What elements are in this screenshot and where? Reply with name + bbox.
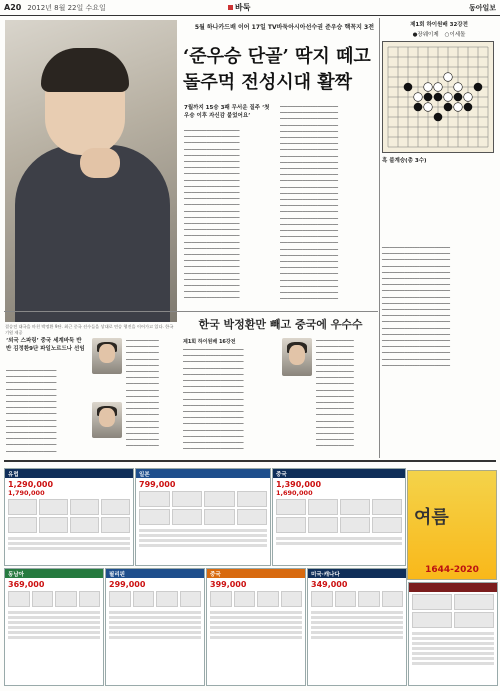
featured-ad[interactable] (407, 470, 497, 580)
ad-price: 349,000 (311, 580, 348, 589)
travel-ad-southeast-asia[interactable]: 동남아 369,000 (4, 568, 104, 686)
ad-price-secondary: 1,790,000 (8, 489, 45, 497)
article-kicker: 5월 하나카드배 이어 17일 TV바둑아시아선수권 준우승 핵꼭지 3전 (194, 24, 374, 31)
left-brief-body: ━━━━━━━━━━━━━━━━━━━━ ━━━━━━━━━━━━━━━━━━━━ ━━━━━━━━━━━━━━━━━━━━ ━━━━━━━━━━━━━━━━━━━━ ━━━━━━━━━━━━━━━━━━━━ ━━━━━━━━━━━━━━━━━━━━ ━━━━━━━━━━━━━━━━━━━━ ━━━━━━━━━━━━━━━━━━━━ ━━━━━━━━━━━━━━━━━━━━ ━━━━━━━━━━━━━━━━━━━━ ━━━━━━━━━━━━━━━━━━━━ ━━━━━━━━━━━━━━━━━━━━ ━━━━━━━━━━━━━━━━━━━━ ━━━━━━━━━━━━━━━━━━━━ (6, 368, 57, 454)
ad-price: 799,000 (139, 480, 176, 489)
ad-price: 1,290,000 (8, 480, 54, 489)
ad-price: 369,000 (8, 580, 45, 589)
go-diagram-title: 제1회 하이원배 32강전 (410, 22, 468, 28)
go-board (382, 41, 494, 153)
issue-date: 2012년 8월 22일 수요일 (27, 3, 106, 12)
section-marker-icon (228, 5, 233, 10)
go-board-grid (383, 42, 493, 152)
section-title: 바둑 (228, 2, 250, 13)
travel-ad-philippines[interactable]: 필리핀 299,000 (105, 568, 205, 686)
page-number: A20 (4, 3, 22, 12)
travel-ad-extra[interactable] (408, 582, 498, 686)
portrait-thumbnail-1 (92, 338, 122, 374)
masthead (0, 0, 500, 16)
middle-brief-body: ━━━━━━━━━━━━━ ━━━━━━━━━━━━━ ━━━━━━━━━━━━━ ━━━━━━━━━━━━━ ━━━━━━━━━━━━━ ━━━━━━━━━━━━━ ━━━━━━━━━━━━━ ━━━━━━━━━━━━━ ━━━━━━━━━━━━━ ━━━━━━━━━━━━━ ━━━━━━━━━━━━━ ━━━━━━━━━━━━━ ━━━━━━━━━━━━━ ━━━━━━━━━━━━━ ━━━━━━━━━━━━━ ━━━━━━━━━━━━━ ━━━━━━━━━━━━━ ━━━━━━━━━━━━━ (126, 338, 159, 449)
main-photo (5, 20, 177, 322)
portrait-thumbnail-2 (92, 402, 122, 438)
article-headline: ‘준우승 단골’ 딱지 떼고 돌주먹 전성시대 활짝 (183, 46, 371, 93)
column-divider (379, 18, 380, 458)
black-player: ●장웨이제 (412, 32, 439, 38)
second-body-col1: ━━━━━━━━━━━━━━━━━━━━━━━━ ━━━━━━━━━━━━━━━━━━━━━━━━ ━━━━━━━━━━━━━━━━━━━━━━━━ ━━━━━━━━━━━━━━━━━━━━━━━━ ━━━━━━━━━━━━━━━━━━━━━━━━ ━━━━━━━━━━━━━━━━━━━━━━━━ ━━━━━━━━━━━━━━━━━━━━━━━━ ━━━━━━━━━━━━━━━━━━━━━━━━ ━━━━━━━━━━━━━━━━━━━━━━━━ ━━━━━━━━━━━━━━━━━━━━━━━━ ━━━━━━━━━━━━━━━━━━━━━━━━ ━━━━━━━━━━━━━━━━━━━━━━━━ ━━━━━━━━━━━━━━━━━━━━━━━━ ━━━━━━━━━━━━━━━━━━━━━━━━ ━━━━━━━━━━━━━━━━━━━━━━━━ ━━━━━━━━━━━━━━━━━━━━━━━━ ━━━━━━━━━━━━━━━━━━━━━━━━ (183, 347, 244, 452)
ad-price: 299,000 (109, 580, 146, 589)
ad-price-secondary: 1,690,000 (276, 489, 313, 497)
travel-ad-china-2[interactable]: 중국 399,000 (206, 568, 306, 686)
ad-price: 1,390,000 (276, 480, 322, 489)
featured-ad-title: 여름 (414, 507, 449, 528)
photo-hair (41, 48, 129, 92)
travel-ad-china[interactable]: 중국 1,390,000 1,690,000 (272, 468, 406, 566)
go-diagram-box (382, 20, 496, 230)
left-brief-headline: ‘외국 스파링’ 중국 세계바둑 반반 김정환9단 파일노르드나 선임 (6, 338, 85, 352)
second-headline: 한국 박정환만 빼고 중국에 우수수 (198, 318, 363, 331)
article-subhead: 7월까지 15승 3패 무서운 질주 ‘첫 우승 이후 자신감 붙었어요’ (184, 105, 270, 119)
white-player: ○이세돌 (444, 32, 466, 38)
photo-hand (80, 148, 120, 178)
go-result: 흑 불계승(총 3수) (382, 158, 427, 164)
ad-price: 399,000 (210, 580, 247, 589)
paper-name: 동아일보 (468, 3, 496, 12)
second-subhead: 제1회 하이원배 16강전 (183, 339, 236, 345)
section-divider (4, 311, 378, 312)
go-commentary: ━━━━━━━━━━━━━━━━━━━━━━━━━━━ ━━━━━━━━━━━━━━━━━━━━━━━━━━━ ━━━━━━━━━━━━━━━━━━━━━━━━━━━ ━━━━━━━━━━━━━━━━━━━━━━━━━━━ ━━━━━━━━━━━━━━━━━━━━━━━━━━━ ━━━━━━━━━━━━━━━━━━━━━━━━━━━ ━━━━━━━━━━━━━━━━━━━━━━━━━━━ ━━━━━━━━━━━━━━━━━━━━━━━━━━━ ━━━━━━━━━━━━━━━━━━━━━━━━━━━ ━━━━━━━━━━━━━━━━━━━━━━━━━━━ ━━━━━━━━━━━━━━━━━━━━━━━━━━━ ━━━━━━━━━━━━━━━━━━━━━━━━━━━ ━━━━━━━━━━━━━━━━━━━━━━━━━━━ ━━━━━━━━━━━━━━━━━━━━━━━━━━━ ━━━━━━━━━━━━━━━━━━━━━━━━━━━ ━━━━━━━━━━━━━━━━━━━━━━━━━━━ ━━━━━━━━━━━━━━━━━━━━━━━━━━━ ━━━━━━━━━━━━━━━━━━━━━━━━━━━ ━━━━━━━━━━━━━━━━━━━━━━━━━━━ ━━━━━━━━━━━━━━━━━━━━━━━━━━━ (382, 245, 451, 368)
go-players (382, 30, 496, 38)
article-body-col2: ━━━━━━━━━━━━━━━━━━━━━━━ ━━━━━━━━━━━━━━━━━━━━━━━ ━━━━━━━━━━━━━━━━━━━━━━━ ━━━━━━━━━━━━━━━━━━━━━━━ ━━━━━━━━━━━━━━━━━━━━━━━ ━━━━━━━━━━━━━━━━━━━━━━━ ━━━━━━━━━━━━━━━━━━━━━━━ ━━━━━━━━━━━━━━━━━━━━━━━ ━━━━━━━━━━━━━━━━━━━━━━━ ━━━━━━━━━━━━━━━━━━━━━━━ ━━━━━━━━━━━━━━━━━━━━━━━ ━━━━━━━━━━━━━━━━━━━━━━━ ━━━━━━━━━━━━━━━━━━━━━━━ ━━━━━━━━━━━━━━━━━━━━━━━ ━━━━━━━━━━━━━━━━━━━━━━━ ━━━━━━━━━━━━━━━━━━━━━━━ ━━━━━━━━━━━━━━━━━━━━━━━ ━━━━━━━━━━━━━━━━━━━━━━━ ━━━━━━━━━━━━━━━━━━━━━━━ ━━━━━━━━━━━━━━━━━━━━━━━ ━━━━━━━━━━━━━━━━━━━━━━━ ━━━━━━━━━━━━━━━━━━━━━━━ ━━━━━━━━━━━━━━━━━━━━━━━ ━━━━━━━━━━━━━━━━━━━━━━━ ━━━━━━━━━━━━━━━━━━━━━━━ ━━━━━━━━━━━━━━━━━━━━━━━ ━━━━━━━━━━━━━━━━━━━━━━━ ━━━━━━━━━━━━━━━━━━━━━━━ ━━━━━━━━━━━━━━━━━━━━━━━ ━━━━━━━━━━━━━━━━━━━━━━━ ━━━━━━━━━━━━━━━━━━━━━━━ ━━━━━━━━━━━━━━━━━━━━━━━ (280, 104, 338, 302)
featured-ad-phone: 1644-2020 (425, 565, 479, 575)
article-body-col1: ━━━━━━━━━━━━━━━━━━━━━━ ━━━━━━━━━━━━━━━━━━━━━━ ━━━━━━━━━━━━━━━━━━━━━━ ━━━━━━━━━━━━━━━━━━━━━━ ━━━━━━━━━━━━━━━━━━━━━━ ━━━━━━━━━━━━━━━━━━━━━━ ━━━━━━━━━━━━━━━━━━━━━━ ━━━━━━━━━━━━━━━━━━━━━━ ━━━━━━━━━━━━━━━━━━━━━━ ━━━━━━━━━━━━━━━━━━━━━━ ━━━━━━━━━━━━━━━━━━━━━━ ━━━━━━━━━━━━━━━━━━━━━━ ━━━━━━━━━━━━━━━━━━━━━━ ━━━━━━━━━━━━━━━━━━━━━━ ━━━━━━━━━━━━━━━━━━━━━━ ━━━━━━━━━━━━━━━━━━━━━━ ━━━━━━━━━━━━━━━━━━━━━━ ━━━━━━━━━━━━━━━━━━━━━━ ━━━━━━━━━━━━━━━━━━━━━━ ━━━━━━━━━━━━━━━━━━━━━━ ━━━━━━━━━━━━━━━━━━━━━━ ━━━━━━━━━━━━━━━━━━━━━━ ━━━━━━━━━━━━━━━━━━━━━━ ━━━━━━━━━━━━━━━━━━━━━━ ━━━━━━━━━━━━━━━━━━━━━━ ━━━━━━━━━━━━━━━━━━━━━━ ━━━━━━━━━━━━━━━━━━━━━━ ━━━━━━━━━━━━━━━━━━━━━━ (184, 128, 240, 301)
photo-caption: 결승전 대국을 마친 박정환 9단. 최근 중국 선수들을 상대로 연승 행진을 이어가고 있다. 한국기원 제공 (5, 324, 174, 335)
travel-ad-europe[interactable]: 유럽 1,290,000 1,790,000 (4, 468, 134, 566)
portrait-thumbnail-3 (282, 338, 312, 376)
travel-ad-america[interactable]: 미국·캐나다 349,000 (307, 568, 407, 686)
travel-ad-japan[interactable]: 일본 799,000 (135, 468, 271, 566)
second-body-col2: ━━━━━━━━━━━━━━━ ━━━━━━━━━━━━━━━ ━━━━━━━━━━━━━━━ ━━━━━━━━━━━━━━━ ━━━━━━━━━━━━━━━ ━━━━━━━━━━━━━━━ ━━━━━━━━━━━━━━━ ━━━━━━━━━━━━━━━ ━━━━━━━━━━━━━━━ ━━━━━━━━━━━━━━━ ━━━━━━━━━━━━━━━ ━━━━━━━━━━━━━━━ ━━━━━━━━━━━━━━━ ━━━━━━━━━━━━━━━ ━━━━━━━━━━━━━━━ ━━━━━━━━━━━━━━━ ━━━━━━━━━━━━━━━ ━━━━━━━━━━━━━━━ (316, 338, 354, 449)
